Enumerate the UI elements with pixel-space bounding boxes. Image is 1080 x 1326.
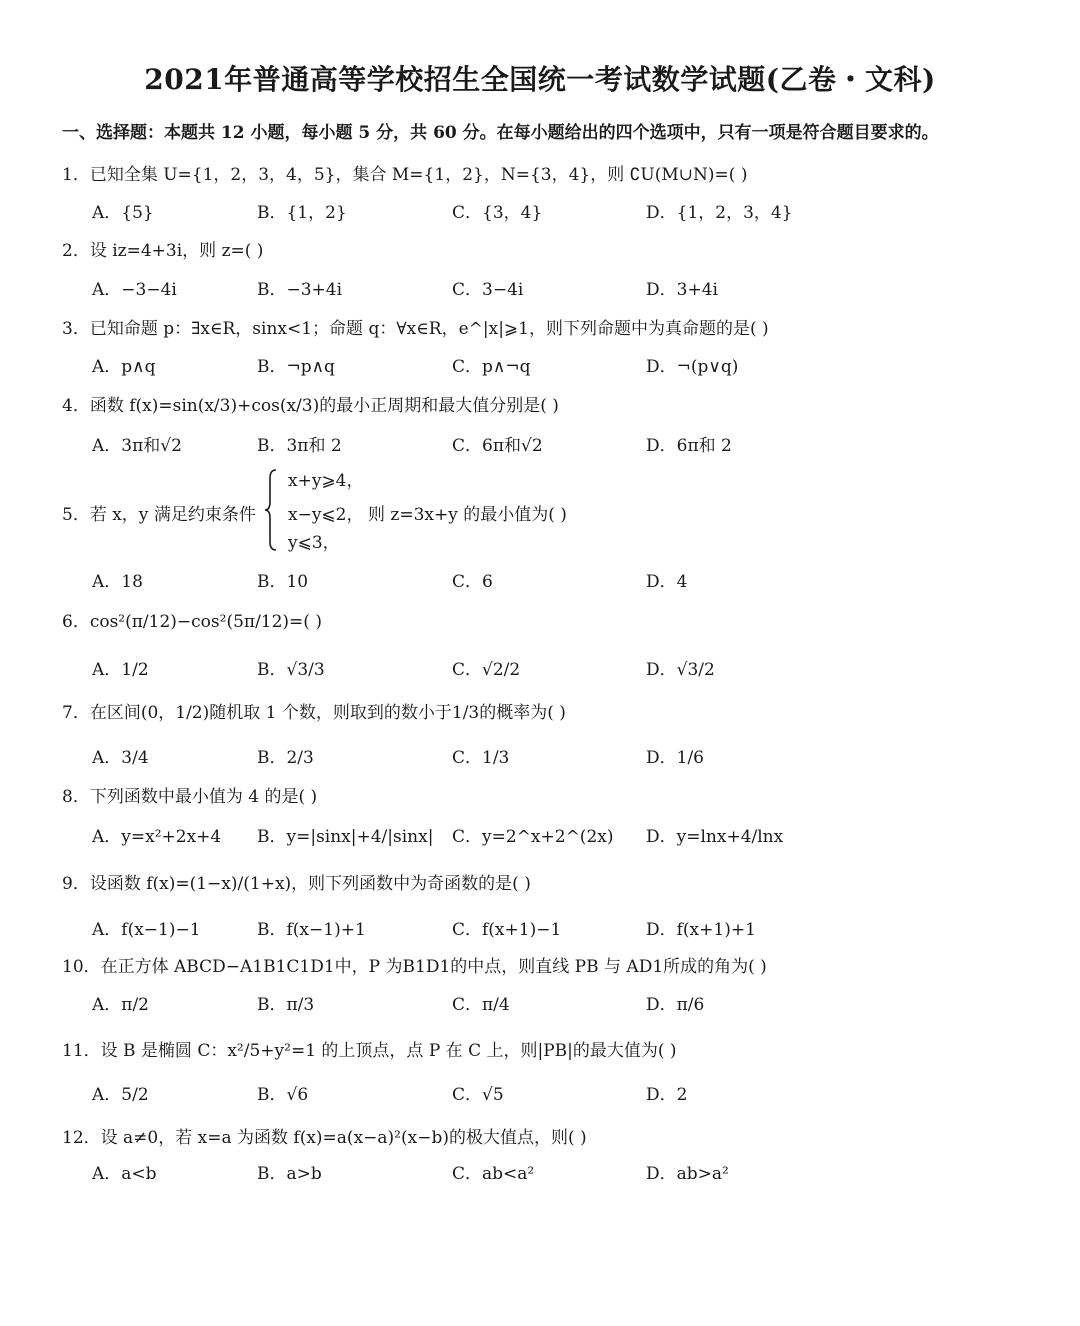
q3-option-a: A．p∧q <box>92 357 156 377</box>
q9-option-b: B．f(x−1)+1 <box>257 920 366 940</box>
q2-option-d: D．3+4i <box>646 280 718 300</box>
question-5-stem-tail: 则 z=3x+y 的最小值为( ) <box>368 505 567 525</box>
q10-option-d: D．π/6 <box>646 995 705 1015</box>
question-7-stem: 7．在区间(0，1/2)随机取 1 个数，则取到的数小于1/3的概率为( ) <box>62 703 566 723</box>
q10-option-a: A．π/2 <box>92 995 149 1015</box>
question-3-stem: 3．已知命题 p：∃x∈R，sinx<1；命题 q：∀x∈R，e^|x|⩾1，则下列命题中为真命题的是( ) <box>62 319 769 339</box>
q10-option-b: B．π/3 <box>257 995 315 1015</box>
q1-option-c: C．{3，4} <box>452 203 543 223</box>
constraint-2: x−y⩽2， <box>288 505 364 525</box>
q2-option-a: A．−3−4i <box>92 280 177 300</box>
question-6-stem: 6．cos²(π/12)−cos²(5π/12)=( ) <box>62 612 322 632</box>
q11-option-d: D．2 <box>646 1085 688 1105</box>
q4-option-c: C．6π和√2 <box>452 436 543 456</box>
q12-option-c: C．ab<a² <box>452 1164 535 1184</box>
q2-option-c: C．3−4i <box>452 280 524 300</box>
q8-option-a: A．y=x²+2x+4 <box>92 827 222 847</box>
q7-option-d: D．1/6 <box>646 748 704 768</box>
q5-option-b: B．10 <box>257 572 309 592</box>
section-heading: 一、选择题：本题共 12 小题，每小题 5 分，共 60 分。在每小题给出的四个选项中，只有一项是符合题目要求的。 <box>62 123 939 143</box>
q5-option-d: D．4 <box>646 572 688 592</box>
q4-option-d: D．6π和 2 <box>646 436 732 456</box>
q11-option-c: C．√5 <box>452 1085 504 1105</box>
question-10-stem: 10．在正方体 ABCD−A1B1C1D1中，P 为B1D1的中点，则直线 PB 与 AD1所成的角为( ) <box>62 957 767 977</box>
q5-option-c: C．6 <box>452 572 493 592</box>
q8-option-c: C．y=2^x+2^(2x) <box>452 827 614 847</box>
page-title: 2021年普通高等学校招生全国统一考试数学试题(乙卷・文科) <box>144 63 936 96</box>
q3-option-b: B．¬p∧q <box>257 357 335 377</box>
question-4-stem: 4．函数 f(x)=sin(x/3)+cos(x/3)的最小正周期和最大值分别是( ) <box>62 396 559 416</box>
q7-option-a: A．3/4 <box>92 748 149 768</box>
q4-option-b: B．3π和 2 <box>257 436 342 456</box>
q10-option-c: C．π/4 <box>452 995 510 1015</box>
question-11-stem: 11．设 B 是椭圆 C：x²/5+y²=1 的上顶点，点 P 在 C 上，则|PB|的最大值为( ) <box>62 1041 677 1061</box>
q9-option-c: C．f(x+1)−1 <box>452 920 562 940</box>
q12-option-b: B．a>b <box>257 1164 322 1184</box>
q1-option-b: B．{1，2} <box>257 203 347 223</box>
q2-option-b: B．−3+4i <box>257 280 343 300</box>
question-2-stem: 2．设 iz=4+3i，则 z=( ) <box>62 241 264 261</box>
q6-option-d: D．√3/2 <box>646 660 715 680</box>
constraint-brace <box>264 468 278 552</box>
q6-option-a: A．1/2 <box>92 660 149 680</box>
q1-option-a: A．{5} <box>92 203 154 223</box>
q11-option-b: B．√6 <box>257 1085 309 1105</box>
q9-option-d: D．f(x+1)+1 <box>646 920 756 940</box>
q7-option-c: C．1/3 <box>452 748 510 768</box>
question-8-stem: 8．下列函数中最小值为 4 的是( ) <box>62 787 318 807</box>
q12-option-d: D．ab>a² <box>646 1164 729 1184</box>
q3-option-c: C．p∧¬q <box>452 357 531 377</box>
q6-option-b: B．√3/3 <box>257 660 325 680</box>
q3-option-d: D．¬(p∨q) <box>646 357 739 377</box>
q8-option-b: B．y=|sinx|+4/|sinx| <box>257 827 434 847</box>
q4-option-a: A．3π和√2 <box>92 436 182 456</box>
question-5-stem: 5．若 x，y 满足约束条件 <box>62 505 256 525</box>
q7-option-b: B．2/3 <box>257 748 314 768</box>
question-12-stem: 12．设 a≠0，若 x=a 为函数 f(x)=a(x−a)²(x−b)的极大值点，则( ) <box>62 1128 587 1148</box>
constraint-3: y⩽3， <box>288 533 340 553</box>
q8-option-d: D．y=lnx+4/lnx <box>646 827 784 847</box>
q5-option-a: A．18 <box>92 572 143 592</box>
constraint-1: x+y⩾4， <box>288 471 364 491</box>
q12-option-a: A．a<b <box>92 1164 157 1184</box>
q9-option-a: A．f(x−1)−1 <box>92 920 201 940</box>
q11-option-a: A．5/2 <box>92 1085 149 1105</box>
q6-option-c: C．√2/2 <box>452 660 521 680</box>
question-9-stem: 9．设函数 f(x)=(1−x)/(1+x)，则下列函数中为奇函数的是( ) <box>62 874 531 894</box>
q1-option-d: D．{1，2，3，4} <box>646 203 793 223</box>
question-1-stem: 1．已知全集 U={1，2，3，4，5}，集合 M={1，2}，N={3，4}，则 ∁U(M∪N)=( ) <box>62 165 748 185</box>
